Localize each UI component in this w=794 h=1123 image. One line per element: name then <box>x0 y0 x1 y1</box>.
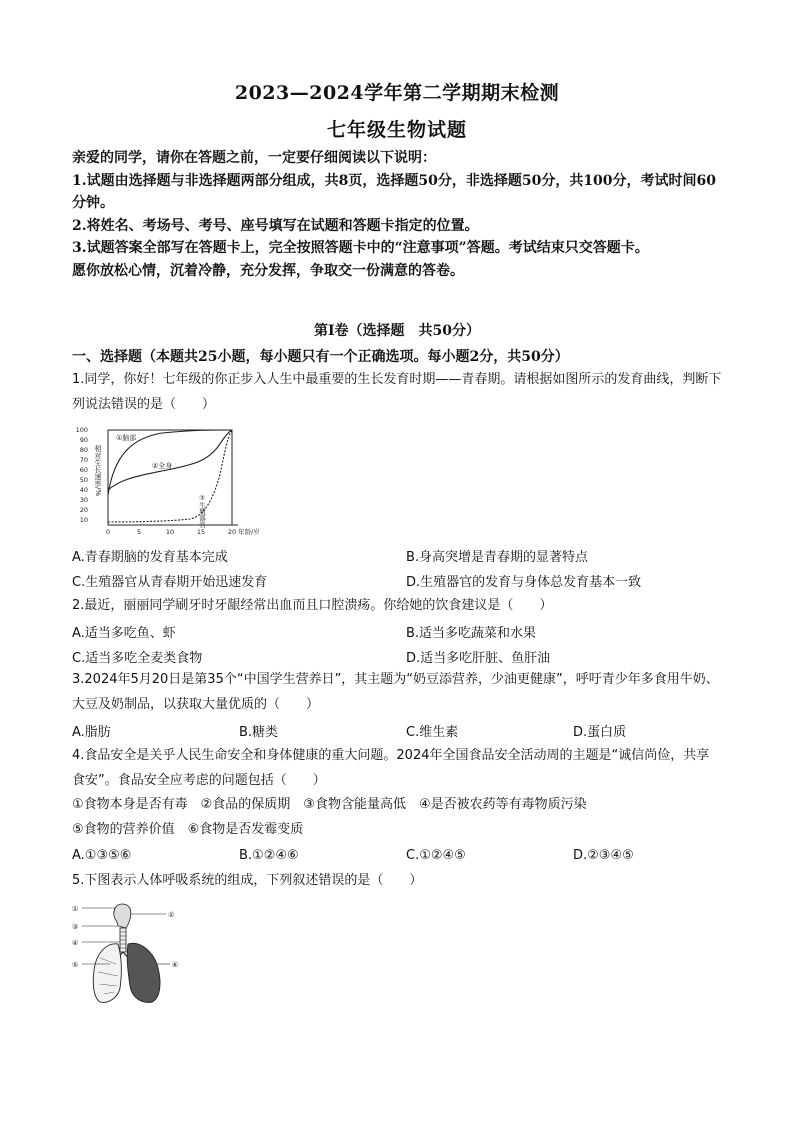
y-tick: 30 <box>79 496 88 504</box>
label-6: ⑥ <box>172 961 179 969</box>
y-tick: 90 <box>79 436 88 444</box>
question-1-stem: 1.同学，你好！七年级的你正步入人生中最重要的生长发育时期——青春期。请根据如图所示的发育曲线，判断下列说法错误的是（ ） <box>72 372 722 412</box>
question-4-stem: 4.食品安全是关乎人民生命安全和身体健康的重大问题。2024年全国食品安全活动周的主题是“诚信尚俭，共享食安”。食品安全应考虑的问题包括（ ） <box>72 748 710 788</box>
question-1-option-a[interactable]: A.青春期脑的发育基本完成 <box>72 550 228 565</box>
nasal-cavity-shape <box>114 904 131 928</box>
instructions <box>72 147 722 283</box>
x-tick: 10 <box>165 528 175 536</box>
y-tick: 50 <box>79 476 88 484</box>
section-heading: 一、选择题（本题共25小题，每小题只有一个正确选项。每小题2分，共50分） <box>72 349 569 365</box>
label-1: ① <box>72 905 79 913</box>
respiratory-system-figure <box>70 898 190 1010</box>
x-tick: 0 <box>105 528 111 536</box>
y-tick: 40 <box>79 486 88 494</box>
growth-curve-figure <box>72 420 272 542</box>
label-4: ④ <box>72 939 79 947</box>
y-axis-label: 相对生长速率/% <box>94 445 102 497</box>
question-2-option-b[interactable]: B.适当多吃蔬菜和水果 <box>406 626 537 641</box>
question-4-option-b[interactable]: B.①②④⑥ <box>239 848 299 863</box>
instructions-intro: 亲爱的同学，请你在答题之前，一定要仔细阅读以下说明： <box>72 150 436 166</box>
question-4-items-2: ⑤食物的营养价值 ⑥食物是否发霉变质 <box>72 822 304 837</box>
question-3-option-d[interactable]: D.蛋白质 <box>573 725 627 740</box>
question-3-option-b[interactable]: B.糖类 <box>239 725 279 740</box>
question-4-option-c[interactable]: C.①②④⑤ <box>406 848 466 863</box>
question-1-option-c[interactable]: C.生殖器官从青春期开始迅速发育 <box>72 575 268 590</box>
curve-reproductive <box>108 430 232 522</box>
question-3-stem: 3.2024年5月20日是第35个“中国学生营养日”，其主题为“奶豆添营养，少油更健康”，呼吁青少年多食用牛奶、大豆及奶制品，以获取大量优质的（ ） <box>72 672 719 712</box>
question-5-stem: 5.下图表示人体呼吸系统的组成，下列叙述错误的是（ ） <box>72 873 423 888</box>
x-axis-label: 年龄/岁 <box>238 528 260 536</box>
question-2-option-d[interactable]: D.适当多吃肝脏、鱼肝油 <box>406 651 551 666</box>
question-3-option-a[interactable]: A.脂肪 <box>72 725 111 740</box>
curve-brain-label: ①脑部 <box>116 434 137 442</box>
curve-body-label: ②全身 <box>152 462 173 470</box>
question-2-option-a[interactable]: A.适当多吃鱼、虾 <box>72 626 176 641</box>
label-2: ② <box>168 911 175 919</box>
y-tick: 70 <box>79 456 88 464</box>
question-4-items-1: ①食物本身是否有毒 ②食品的保质期 ③食物含能量高低 ④是否被农药等有毒物质污染 <box>72 797 587 812</box>
label-5: ⑤ <box>72 961 79 969</box>
y-tick: 60 <box>79 466 88 474</box>
x-tick: 5 <box>136 528 142 536</box>
exam-title: 2023—2024学年第二学期期末检测 <box>234 82 560 104</box>
question-4-option-a[interactable]: A.①③⑤⑥ <box>72 848 132 863</box>
x-tick: 15 <box>196 528 206 536</box>
y-tick: 100 <box>75 426 88 434</box>
question-1-option-d[interactable]: D.生殖器官的发育与身体总发育基本一致 <box>406 575 642 590</box>
label-3: ③ <box>72 923 79 931</box>
instructions-wish: 愿你放松心情，沉着冷静，充分发挥，争取交一份满意的答卷。 <box>72 262 464 279</box>
instruction-2: 2.将姓名、考场号、考号、座号填写在试题和答题卡指定的位置。 <box>72 217 479 234</box>
question-3-option-c[interactable]: C.维生素 <box>406 725 459 740</box>
question-2-stem: 2.最近，丽丽同学刷牙时牙龈经常出血而且口腔溃疡。你给她的饮食建议是（ ） <box>72 598 553 613</box>
y-tick: 80 <box>79 446 88 454</box>
left-lung-shape <box>127 943 160 1002</box>
curve-reproductive-label: ③生殖器官 <box>198 494 206 528</box>
part-heading: 第Ⅰ卷（选择题 共50分） <box>313 323 481 339</box>
question-4-option-d[interactable]: D.②③④⑤ <box>573 848 634 863</box>
exam-subtitle: 七年级生物试题 <box>326 119 467 141</box>
y-tick: 10 <box>79 516 88 524</box>
question-1-option-b[interactable]: B.身高突增是青春期的显著特点 <box>406 550 589 565</box>
x-tick: 20 <box>227 528 237 536</box>
instruction-1: 1.试题由选择题与非选择题两部分组成，共8页，选择题50分，非选择题50分，共100分，考试时间60分钟。 <box>72 172 717 212</box>
question-2-option-c[interactable]: C.适当多吃全麦类食物 <box>72 651 203 666</box>
instruction-3: 3.试题答案全部写在答题卡上，完全按照答题卡中的“注意事项”答题。考试结束只交答题卡。 <box>72 240 649 257</box>
y-tick: 20 <box>79 506 88 514</box>
